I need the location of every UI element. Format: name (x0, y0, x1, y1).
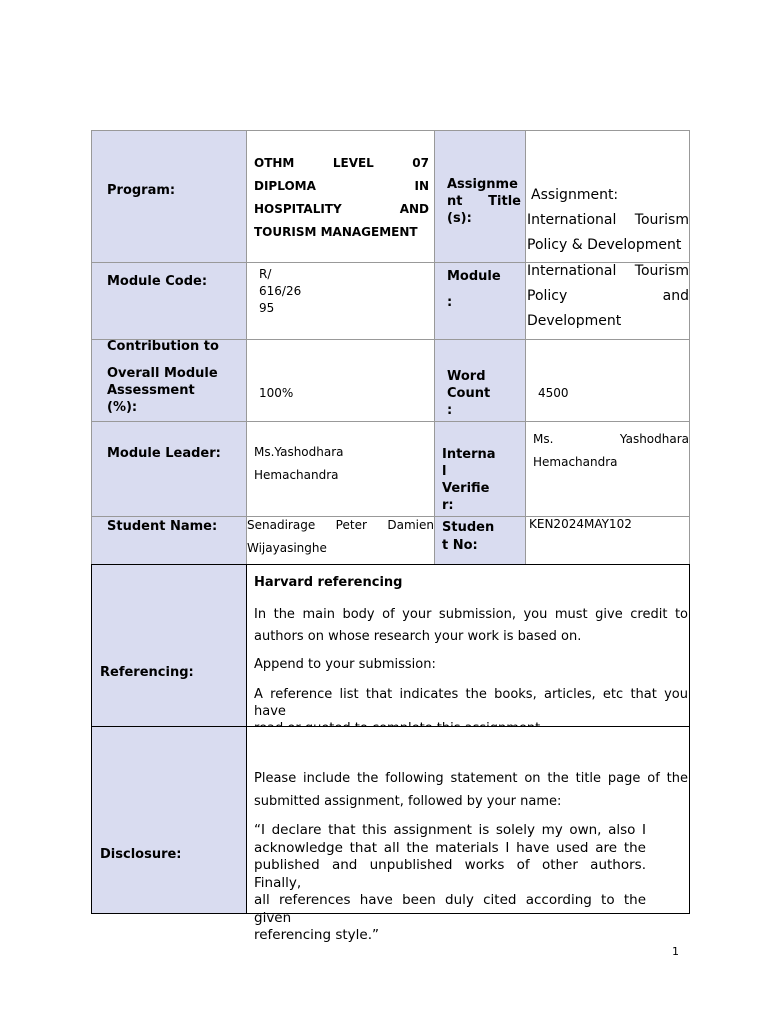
disclosure-para1: Please include the following statement on the title page of the submitted assignment, followed by your name: (254, 771, 688, 809)
program-value: OTHM LEVEL 07 DIPLOMA IN HOSPITALITY AND TOURISM MANAGEMENT (254, 156, 429, 239)
disclosure-label: Disclosure: (100, 847, 182, 862)
contribution-label: Contribution to Overall Module Assessment (%): (107, 339, 219, 415)
program-label: Program: (107, 183, 176, 198)
disclosure-content (254, 767, 688, 945)
disclosure-label-cell (91, 726, 247, 914)
referencing-para2: Append to your submission: (254, 657, 436, 672)
assignment-title-value: Assignment: International Tourism Policy & Development (527, 187, 689, 253)
referencing-para1: In the main body of your submission, you must give credit to authors on whose research your work is based on. (254, 607, 688, 644)
referencing-para3: A reference list that indicates the books, articles, etc that you have (254, 687, 688, 719)
word-count-value: 4500 (538, 386, 569, 400)
module-leader-label: Module Leader: (107, 446, 221, 461)
contribution-value-cell (246, 339, 435, 422)
student-name-value: Senadirage Peter Damien Wijayasinghe (247, 518, 434, 555)
referencing-content (254, 574, 688, 737)
word-count-label: Word Count : (447, 369, 491, 418)
assignment-title-label: Assignme nt Title (s): (447, 177, 521, 226)
referencing-label: Referencing: (100, 665, 194, 680)
module-value: International Tourism Policy and Development (527, 263, 689, 329)
referencing-label-cell (91, 564, 247, 727)
word-count-value-cell (525, 339, 690, 422)
internal-verifier-label: Interna l Verifie r: (442, 447, 496, 513)
referencing-heading: Harvard referencing (254, 575, 403, 590)
page-number: 1 (672, 945, 679, 958)
internal-verifier-value: Ms. Yashodhara Hemachandra (533, 432, 689, 469)
student-name-label: Student Name: (107, 519, 218, 534)
student-no-value: KEN2024MAY102 (529, 517, 632, 531)
module-leader-value: Ms.Yashodhara Hemachandra (254, 445, 344, 482)
module-label: Module : (447, 269, 501, 310)
student-no-label: Studen t No: (442, 520, 495, 553)
module-code-label: Module Code: (107, 274, 208, 289)
disclosure-quote: “I declare that this assignment is solely my own, also I acknowledge that all the materials I have used are the published and unpublished works of other authors. Finally, all references have been duly cited according to the given referencing style.” (254, 822, 646, 943)
contribution-value: 100% (259, 386, 294, 400)
module-leader-label-cell (91, 421, 247, 517)
module-code-value: R/ 616/26 95 (259, 267, 302, 315)
